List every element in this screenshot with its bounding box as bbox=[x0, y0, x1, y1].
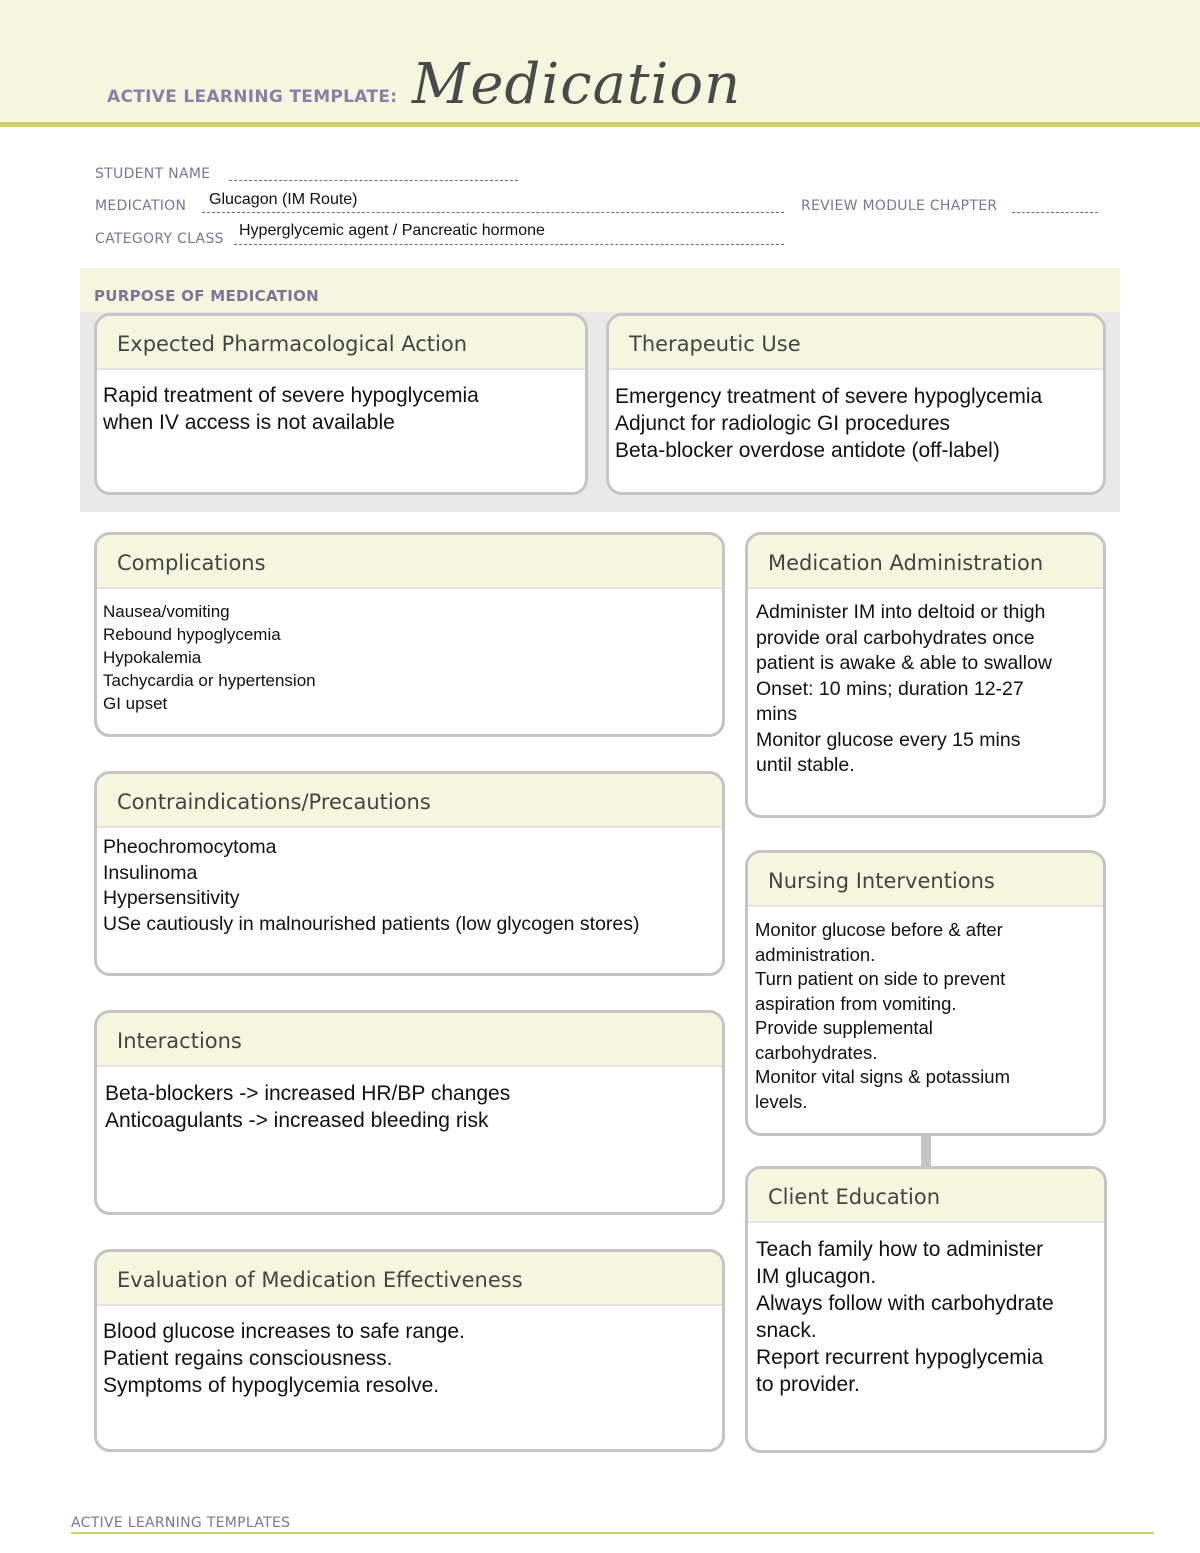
education-line: Always follow with carbohydrate bbox=[756, 1292, 1054, 1315]
education-line: IM glucagon. bbox=[756, 1265, 877, 1288]
administration-line: until stable. bbox=[756, 754, 855, 776]
administration-line: mins bbox=[756, 703, 798, 725]
nursing-line: Monitor glucose before & after bbox=[755, 919, 1003, 940]
contraindications-box bbox=[94, 771, 725, 976]
medication-value: Glucagon (IM Route) bbox=[209, 191, 358, 208]
complications-line: Tachycardia or hypertension bbox=[103, 671, 316, 690]
evaluation-line: Symptoms of hypoglycemia resolve. bbox=[103, 1374, 440, 1397]
therapeutic-use-line: Emergency treatment of severe hypoglycemia bbox=[615, 385, 1043, 408]
education-body bbox=[748, 1223, 1104, 1398]
nursing-line: Provide supplemental bbox=[755, 1017, 933, 1038]
complications-body bbox=[97, 589, 722, 715]
evaluation-line: Blood glucose increases to safe range. bbox=[103, 1320, 465, 1343]
category-class-label: CATEGORY CLASS bbox=[95, 231, 224, 247]
administration-line: patient is awake & able to swallow bbox=[756, 652, 1052, 674]
template-label: ACTIVE LEARNING TEMPLATE: bbox=[107, 87, 398, 107]
expected-action-box bbox=[94, 313, 588, 495]
administration-title: Medication Administration bbox=[748, 535, 1103, 589]
expected-action-line: Rapid treatment of severe hypoglycemia bbox=[103, 384, 479, 407]
footer-rule bbox=[71, 1532, 1154, 1534]
complications-line: Rebound hypoglycemia bbox=[103, 625, 281, 644]
complications-box bbox=[94, 532, 725, 737]
nursing-line: Turn patient on side to prevent bbox=[755, 968, 1006, 989]
education-box bbox=[745, 1166, 1107, 1453]
therapeutic-use-line: Beta-blocker overdose antidote (off-label) bbox=[615, 439, 1000, 462]
interactions-title: Interactions bbox=[97, 1013, 722, 1067]
evaluation-line: Patient regains consciousness. bbox=[103, 1347, 393, 1370]
student-name-field[interactable] bbox=[229, 180, 518, 181]
education-line: Teach family how to administer bbox=[756, 1238, 1044, 1261]
nursing-line: levels. bbox=[755, 1090, 808, 1112]
contraindications-body bbox=[97, 828, 722, 937]
complications-line: Hypokalemia bbox=[103, 648, 202, 667]
nursing-title: Nursing Interventions bbox=[748, 853, 1103, 907]
evaluation-title: Evaluation of Medication Effectiveness bbox=[97, 1252, 722, 1306]
medication-label: MEDICATION bbox=[95, 198, 187, 214]
administration-line: Onset: 10 mins; duration 12-27 bbox=[756, 677, 1024, 700]
contraindications-line: USe cautiously in malnourished patients (low glycogen stores) bbox=[103, 912, 640, 935]
category-class-value: Hyperglycemic agent / Pancreatic hormone bbox=[239, 222, 545, 239]
box-connector bbox=[921, 1134, 931, 1166]
expected-action-line: when IV access is not available bbox=[103, 411, 395, 434]
review-module-field[interactable] bbox=[1012, 212, 1098, 213]
purpose-label: PURPOSE OF MEDICATION bbox=[94, 287, 320, 305]
interactions-line: Beta-blockers -> increased HR/BP changes bbox=[105, 1082, 511, 1105]
education-title: Client Education bbox=[748, 1169, 1104, 1223]
interactions-box bbox=[94, 1010, 725, 1215]
administration-line: provide oral carbohydrates once bbox=[756, 626, 1035, 649]
nursing-line: aspiration from vomiting. bbox=[755, 992, 957, 1014]
contraindications-line: Insulinoma bbox=[103, 861, 198, 884]
review-module-label: REVIEW MODULE CHAPTER bbox=[801, 198, 998, 214]
administration-line: Monitor glucose every 15 mins bbox=[756, 728, 1021, 751]
nursing-line: carbohydrates. bbox=[755, 1041, 878, 1063]
contraindications-line: Pheochromocytoma bbox=[103, 836, 277, 858]
expected-action-body bbox=[97, 370, 585, 436]
nursing-box bbox=[745, 850, 1106, 1136]
education-line: to provider. bbox=[756, 1373, 860, 1396]
header-rule bbox=[0, 122, 1200, 127]
footer-text: ACTIVE LEARNING TEMPLATES bbox=[71, 1515, 291, 1531]
contraindications-title: Contraindications/Precautions bbox=[97, 774, 722, 828]
interactions-line: Anticoagulants -> increased bleeding risk bbox=[105, 1109, 489, 1132]
administration-line: Administer IM into deltoid or thigh bbox=[756, 601, 1046, 623]
category-class-field[interactable] bbox=[234, 244, 784, 245]
therapeutic-use-line: Adjunct for radiologic GI procedures bbox=[615, 412, 951, 435]
administration-box bbox=[745, 532, 1106, 818]
education-line: Report recurrent hypoglycemia bbox=[756, 1346, 1044, 1369]
therapeutic-use-box bbox=[606, 313, 1106, 495]
page-title: Medication bbox=[412, 52, 742, 117]
medication-field[interactable] bbox=[202, 212, 784, 213]
evaluation-box bbox=[94, 1249, 725, 1452]
complications-line: Nausea/vomiting bbox=[103, 602, 230, 621]
expected-action-title: Expected Pharmacological Action bbox=[97, 316, 585, 370]
therapeutic-use-body bbox=[609, 370, 1103, 464]
contraindications-line: Hypersensitivity bbox=[103, 887, 240, 909]
complications-title: Complications bbox=[97, 535, 722, 589]
administration-body bbox=[748, 589, 1103, 779]
nursing-line: administration. bbox=[755, 943, 876, 965]
evaluation-body bbox=[97, 1306, 722, 1399]
student-name-label: STUDENT NAME bbox=[95, 166, 211, 182]
interactions-body bbox=[97, 1067, 722, 1134]
nursing-line: Monitor vital signs & potassium bbox=[755, 1066, 1010, 1087]
complications-line: GI upset bbox=[103, 694, 168, 713]
nursing-body bbox=[748, 907, 1103, 1114]
therapeutic-use-title: Therapeutic Use bbox=[609, 316, 1103, 370]
education-line: snack. bbox=[756, 1319, 817, 1342]
